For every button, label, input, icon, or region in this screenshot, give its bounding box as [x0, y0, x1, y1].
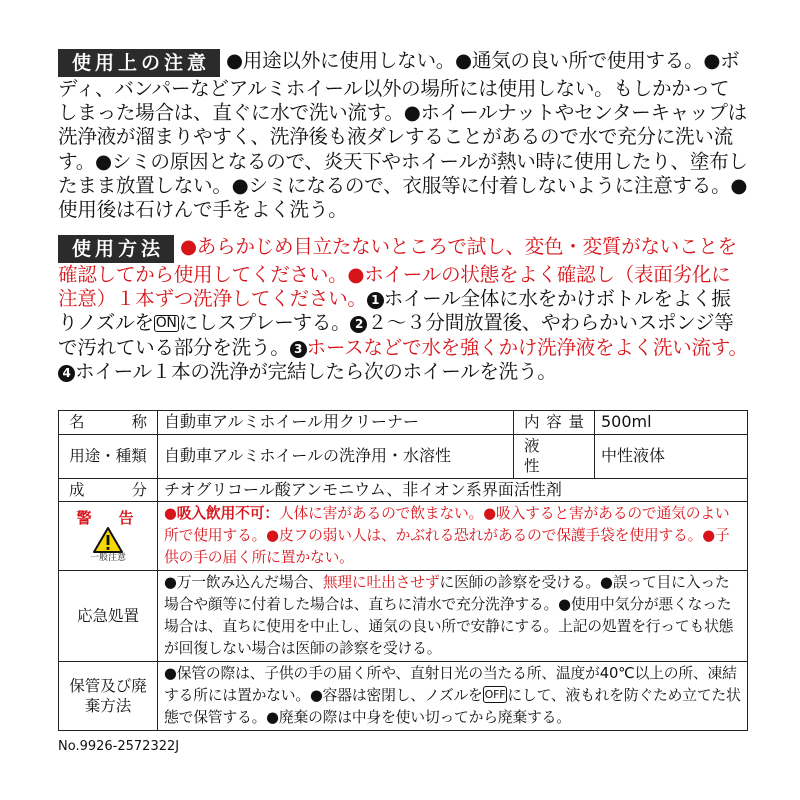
caution-section: [58, 49, 748, 222]
first-aid-a: ●万一飲み込んだ場合、: [164, 574, 323, 591]
storage-a: ●保管の際は、子供の手の届く所や、直射日光の当たる所、温度が40℃以上の所、凍結する所には置かない。●容器は密閉し、ノズルを: [164, 665, 737, 704]
liquid-value: 中性液体: [595, 434, 748, 478]
warning-text-2: ●吸入すると害があるので通気のよい所で使用する。●皮フの弱い人は、かぶれる恐れがあるので保護手袋を使用する。●子供の手の届く所に置かない。: [164, 505, 730, 566]
table-row: [59, 502, 748, 571]
table-row: [59, 478, 748, 502]
warning-text-1: 人体に害があるので飲まない。: [278, 505, 484, 522]
volume-value: 500ml: [595, 411, 748, 435]
step-1-text-a: ホイール全体に水をかけボトルをよく振りノズルを: [58, 287, 731, 335]
ingredient-label: 成 分: [59, 478, 158, 502]
warning-label-cell: [59, 502, 158, 571]
table-row: [59, 571, 748, 662]
usage-section: [58, 235, 748, 384]
step-3-text: ホースなどで水を強くかけ洗浄液をよく洗い流す。: [306, 335, 748, 359]
warning-label: 警 告: [76, 508, 140, 527]
name-value: 自動車アルミホイール用クリーナー: [158, 411, 514, 435]
name-label: 名 称: [59, 411, 158, 435]
storage-label: 保管及び廃棄方法: [59, 662, 158, 731]
storage-b: にして、液もれを防ぐため立てた状態で保管する。●廃棄の際は中身を使い切ってから廃棄する。: [164, 687, 741, 726]
first-aid-red: 無理に吐出させず: [322, 574, 440, 591]
first-aid-text: [158, 571, 748, 662]
warning-text: [158, 502, 748, 571]
usage-red-note: ●あらかじめ目立たないところで試し、変色・変質がないことを確認してから使用してください。●ホイールの状態をよく確認し（表面劣化に注意）１本ずつ洗浄してください。: [58, 235, 737, 311]
step-3-badge: 3: [290, 341, 307, 358]
first-aid-label: 応急処置: [59, 571, 158, 662]
warning-sublabel: 一般注意: [89, 552, 126, 563]
step-2-badge: 2: [350, 316, 367, 333]
table-row: [59, 434, 748, 478]
caution-heading: 使用上の注意: [58, 49, 220, 77]
storage-text: [158, 662, 748, 731]
table-row: [59, 662, 748, 731]
product-info-table: [58, 410, 748, 731]
use-value: 自動車アルミホイールの洗浄用・水溶性: [158, 434, 514, 478]
usage-heading: 使用方法: [58, 235, 174, 263]
first-aid-b: に医師の診察を受ける。●誤って目に入った場合や顔等に付着した場合は、直ちに清水で充分洗浄する。●使用中気分が悪くなった場合は、直ちに使用を中止し、通気の良い所で安静にする。上記の処置を行っても状態が回復しない場合は医師の診察を受ける。: [164, 574, 734, 657]
product-number: No.9926-2572322J: [58, 739, 180, 754]
warning-triangle-icon: [93, 527, 123, 553]
step-1-text-b: にしスプレーする。: [178, 311, 351, 335]
volume-label: 内 容 量: [514, 411, 595, 435]
caution-text: ●用途以外に使用しない。●通気の良い所で使用する。●ボディ、バンパーなどアルミホイール以外の場所には使用しない。もしかかってしまった場合は、直ぐに水で洗い流す。●ホイールナットやセンターキャップは洗浄液が溜まりやすく、洗浄後も液ダレすることがあるので水で充分に洗い流す。●シミの原因となるので、炎天下やホイールが熱い時に使用したり、塗布したまま放置しない。●シミになるので、衣服等に付着しないように注意する。●使用後は石けんで手をよく洗う。: [58, 49, 748, 222]
warning-bold: ●吸入飲用不可：: [164, 505, 279, 522]
step-4-badge: 4: [58, 365, 75, 382]
step-4-text: ホイール１本の洗浄が完結したら次のホイールを洗う。: [75, 359, 557, 383]
step-2-text: ２〜３分間放置後、やわらかいスポンジ等で汚れている部分を洗う。: [58, 311, 734, 359]
nozzle-on-badge: ON: [155, 315, 177, 332]
liquid-label: 液 性: [514, 434, 595, 478]
use-label: 用途・種類: [59, 434, 158, 478]
table-row: [59, 411, 748, 435]
nozzle-off-badge: OFF: [484, 688, 506, 701]
ingredient-value: チオグリコール酸アンモニウム、非イオン系界面活性剤: [158, 478, 748, 502]
step-1-badge: 1: [367, 292, 384, 309]
